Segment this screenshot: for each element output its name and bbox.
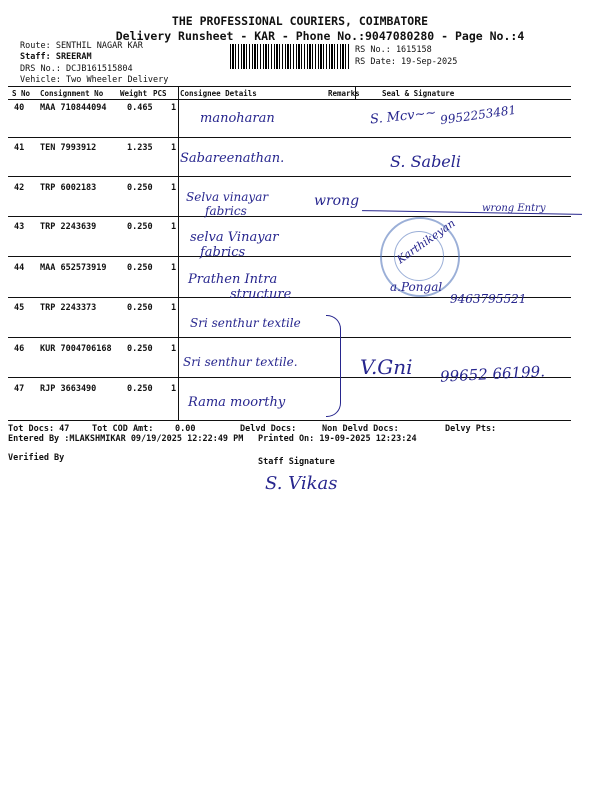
row-separator bbox=[8, 256, 571, 257]
row-consignment-no: TEN 7993912 bbox=[40, 143, 97, 153]
row-sno: 44 bbox=[14, 263, 25, 273]
handwritten-consignee: Sabareenathan. bbox=[180, 151, 285, 166]
handwritten-consignee: Prathen Intra bbox=[188, 272, 278, 287]
staff-signature-label: Staff Signature bbox=[258, 457, 335, 467]
handwritten-consignee: Selva vinayar bbox=[186, 190, 269, 204]
total-cod-label: Tot COD Amt: bbox=[92, 424, 154, 434]
row-weight: 1.235 bbox=[127, 143, 153, 153]
handwritten-consignee: Sri senthur textile bbox=[190, 316, 301, 330]
row-weight: 0.250 bbox=[127, 183, 153, 193]
drs-label: DRS No.: DCJB161515804 bbox=[20, 64, 133, 74]
handwritten-remark: wrong bbox=[314, 193, 360, 209]
row-separator bbox=[8, 176, 571, 177]
row-separator bbox=[8, 337, 571, 338]
verified-by-label: Verified By bbox=[8, 453, 65, 463]
printed-on: Printed On: 19-09-2025 12:23:24 bbox=[258, 434, 417, 444]
vehicle-label: Vehicle: Two Wheeler Delivery bbox=[20, 75, 169, 85]
row-pcs: 1 bbox=[171, 384, 177, 394]
handwritten-phone: 9463795521 bbox=[450, 292, 527, 306]
delivered-docs: Delvd Docs: bbox=[240, 424, 297, 434]
handwritten-consignee: Rama moorthy bbox=[188, 395, 286, 410]
rs-number: RS No.: 1615158 bbox=[355, 45, 432, 55]
row-consignment-no: KUR 7004706168 bbox=[40, 344, 112, 354]
row-weight: 0.465 bbox=[127, 103, 153, 113]
table-bottom-rule bbox=[8, 420, 571, 421]
total-docs: Tot Docs: 47 bbox=[8, 424, 70, 434]
barcode bbox=[230, 44, 350, 69]
row-separator bbox=[8, 216, 571, 217]
non-delivered-docs: Non Delvd Docs: bbox=[322, 424, 399, 434]
staff-signature: S. Vikas bbox=[265, 473, 338, 494]
company-title: THE PROFESSIONAL COURIERS, COIMBATORE bbox=[171, 14, 429, 28]
runsheet-subtitle: Delivery Runsheet - KAR - Phone No.:9047080280 - Page No.:4 bbox=[115, 29, 525, 43]
row-pcs: 1 bbox=[171, 222, 177, 232]
col-sno: S No bbox=[12, 89, 31, 98]
row-consignment-no: MAA 710844094 bbox=[40, 103, 107, 113]
handwritten-signature: S. Mcv~~ bbox=[369, 105, 438, 128]
row-sno: 47 bbox=[14, 384, 25, 394]
table-top-rule bbox=[8, 86, 571, 87]
row-consignment-no: TRP 6002183 bbox=[40, 183, 97, 193]
handwritten-consignee: Sri senthur textile. bbox=[183, 355, 298, 369]
row-sno: 42 bbox=[14, 183, 25, 193]
handwritten-consignee: manoharan bbox=[200, 111, 275, 126]
handwritten-consignee: selva Vinayar bbox=[190, 230, 279, 245]
handwritten-consignee-line2: structure bbox=[230, 287, 292, 302]
handwritten-phone: 99652 66199. bbox=[439, 362, 546, 386]
row-sno: 40 bbox=[14, 103, 25, 113]
row-weight: 0.250 bbox=[127, 344, 153, 354]
entered-by: Entered By :MLAKSHMIKAR 09/19/2025 12:22:49 PM bbox=[8, 434, 244, 444]
handwritten-consignee-line2: fabrics bbox=[200, 245, 246, 260]
row-pcs: 1 bbox=[171, 303, 177, 313]
delivery-points: Delvy Pts: bbox=[445, 424, 497, 434]
row-consignment-no: TRP 2243639 bbox=[40, 222, 97, 232]
col-pcs: PCS bbox=[153, 89, 167, 98]
row-consignment-no: RJP 3663490 bbox=[40, 384, 97, 394]
row-consignment-no: TRP 2243373 bbox=[40, 303, 97, 313]
row-weight: 0.250 bbox=[127, 303, 153, 313]
row-sno: 41 bbox=[14, 143, 25, 153]
row-separator bbox=[8, 137, 571, 138]
handwritten-signature: Karthikeyan bbox=[394, 216, 458, 267]
remarks-column-rule bbox=[355, 86, 356, 99]
staff-label: Staff: SREERAM bbox=[20, 52, 92, 62]
col-consignment: Consignment No bbox=[40, 89, 104, 98]
route-label: Route: SENTHIL NAGAR KAR bbox=[20, 41, 143, 51]
col-remarks: Remarks bbox=[328, 89, 360, 98]
row-sno: 45 bbox=[14, 303, 25, 313]
col-consignee: Consignee Details bbox=[180, 89, 257, 98]
row-sno: 43 bbox=[14, 222, 25, 232]
handwritten-consignee-line2: fabrics bbox=[205, 204, 247, 218]
handwritten-remark-note: wrong Entry bbox=[482, 203, 546, 214]
row-pcs: 1 bbox=[171, 263, 177, 273]
row-pcs: 1 bbox=[171, 183, 177, 193]
handwritten-signature: V.Gni bbox=[360, 355, 413, 379]
handwritten-signature: a.Pongal bbox=[390, 280, 443, 294]
row-sno: 46 bbox=[14, 344, 25, 354]
row-weight: 0.250 bbox=[127, 222, 153, 232]
row-pcs: 1 bbox=[171, 103, 177, 113]
row-weight: 0.250 bbox=[127, 384, 153, 394]
row-pcs: 1 bbox=[171, 344, 177, 354]
handwritten-phone: 9952253481 bbox=[439, 102, 517, 128]
row-pcs: 1 bbox=[171, 143, 177, 153]
row-weight: 0.250 bbox=[127, 263, 153, 273]
col-seal: Seal & Signature bbox=[382, 89, 455, 98]
remark-strike-line bbox=[362, 210, 582, 215]
total-cod-amount: 0.00 bbox=[175, 424, 196, 434]
rs-date: RS Date: 19-Sep-2025 bbox=[355, 57, 458, 67]
handwritten-signature: S. Sabeli bbox=[390, 152, 462, 171]
row-consignment-no: MAA 652573919 bbox=[40, 263, 107, 273]
col-weight: Weight bbox=[120, 89, 148, 98]
bracket-mark bbox=[326, 315, 341, 417]
table-header-rule bbox=[8, 99, 571, 100]
